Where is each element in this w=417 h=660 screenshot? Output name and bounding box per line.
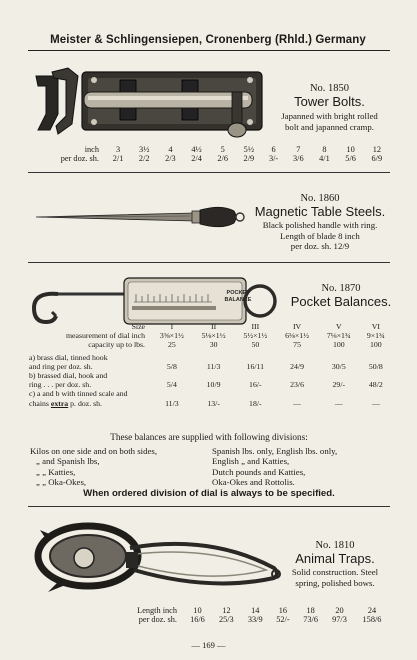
cell: — [371, 398, 380, 408]
cell: 13/- [207, 398, 220, 408]
cell: 30 [209, 340, 218, 350]
header-rule [28, 50, 390, 51]
cell: 11/3 [165, 398, 179, 408]
cell: V [335, 322, 342, 331]
cell: 25/3 [218, 615, 234, 624]
cell: 30/5 [331, 361, 346, 371]
cell: 20 [335, 606, 344, 615]
cell: 11/3 [206, 361, 221, 371]
product-1870-heading [282, 283, 400, 309]
division-line: Dutch pounds and Katties, [212, 466, 306, 477]
cell: 3/- [268, 154, 279, 163]
division-line: „ „ Oka-Okes, [36, 477, 87, 488]
cell: 2/1 [112, 154, 124, 163]
size-row [28, 322, 392, 331]
product-description-line: Solid construction. Steel [291, 567, 379, 577]
cell: 12 [222, 606, 231, 615]
cell: 16/- [249, 380, 262, 390]
product-description-line: per doz. sh. 12/9 [290, 241, 350, 251]
cell: 2/9 [243, 154, 255, 163]
page-number: — 169 — [191, 640, 226, 650]
row-label [28, 371, 151, 389]
division-line: Oka-Okes and Rottolis. [212, 477, 295, 488]
divisions-title: These balances are supplied with following divisions: [110, 432, 308, 442]
product-description-line: bolt and japanned cramp. [285, 121, 374, 132]
cell: — [293, 398, 301, 408]
cell: 97/3 [332, 615, 347, 624]
cell: 33/9 [247, 615, 263, 624]
cell: 25 [167, 340, 176, 350]
cell: 100 [332, 340, 345, 350]
division-line: English „ and Katties, [212, 456, 290, 467]
row-label-line [29, 399, 150, 408]
cell: 75 [293, 340, 301, 350]
dial-text-line: POCKET [226, 290, 250, 296]
cell: 2/3 [165, 154, 176, 163]
price-row-a [28, 353, 392, 371]
row-label-line: ring . . . per doz. sh. [29, 380, 92, 390]
cell: VI [371, 322, 380, 331]
cell: 100 [369, 340, 382, 350]
row-label: Length inch [137, 606, 177, 615]
cell: 5⅛×1½ [201, 331, 226, 341]
division-note: When ordered division of dial is always to be specified. [83, 488, 335, 499]
cell: 50/8 [368, 361, 383, 371]
cell: 24/9 [290, 361, 304, 371]
row-label [28, 353, 151, 371]
product-1860-heading [240, 193, 400, 252]
product-name: Tower Bolts. [294, 94, 365, 109]
division-line: „ „ Katties, [36, 466, 76, 477]
product-number: No. 1850 [309, 83, 350, 94]
cell: 5½×1½ [243, 331, 268, 341]
price-row-b [28, 371, 392, 389]
product-number: No. 1870 [321, 283, 361, 294]
animal-trap-illustration [30, 512, 290, 606]
product-name: Pocket Balances. [290, 294, 392, 309]
row-label: measurement of dial inch [65, 331, 145, 341]
cell: 16/6 [190, 615, 205, 624]
cell: 18/- [249, 398, 262, 408]
row-label-line: b) brassed dial, hook and [29, 371, 108, 381]
cell: 5/4 [166, 380, 177, 390]
row-label: inch [84, 145, 99, 154]
divisions-right-column [212, 446, 337, 488]
row-label-line: c) a and b with tinned scale and [29, 389, 128, 399]
cell: 10 [193, 606, 202, 615]
tower-bolt-illustration [32, 66, 267, 146]
cell: 52/- [276, 615, 290, 624]
row-label-line: a) brass dial, tinned hook [29, 352, 108, 362]
cell: 29/- [332, 380, 346, 390]
product-1810-heading [272, 540, 398, 588]
price-row [112, 615, 390, 624]
section-rule [28, 262, 390, 263]
division-line: Kilos on one side and on both sides, [30, 446, 158, 456]
product-name: Animal Traps. [295, 551, 375, 566]
cell: 5½ [243, 145, 255, 154]
cell: I [170, 322, 174, 331]
section-rule [28, 506, 390, 507]
cell: 5 [220, 145, 225, 154]
product-1850-heading [262, 83, 397, 132]
product-number: No. 1810 [315, 540, 355, 551]
cell: 6 [271, 145, 276, 154]
page-header: Meister & Schlingensiepen, Cronenberg (Rhld.) Germany [50, 34, 366, 46]
tower-bolts-price-table [28, 145, 390, 163]
cell: 4½ [191, 145, 202, 154]
cell: 2/2 [138, 154, 150, 163]
cell: 7 [296, 145, 301, 154]
cell: 24 [367, 606, 377, 615]
row-label: Size [131, 322, 145, 331]
animal-traps-price-table [112, 606, 390, 624]
product-number: No. 1860 [300, 193, 340, 204]
cell: 73/6 [303, 615, 318, 624]
cell: 4 [168, 145, 173, 154]
extra-emphasis: extra [50, 398, 69, 408]
section-rule [28, 172, 390, 173]
cell: 18 [306, 606, 315, 615]
row-label: capacity up to lbs. [88, 340, 145, 350]
cell: 16/11 [246, 361, 265, 371]
cell: 3½ [139, 145, 150, 154]
cell: 48/2 [368, 380, 383, 390]
product-description-line: Japanned with bright rolled [281, 111, 378, 121]
cell: 2/4 [191, 154, 202, 163]
division-line: Spanish lbs. only, English lbs. only, [212, 446, 338, 456]
row-label-part: chains [29, 398, 51, 408]
cell: 50 [251, 340, 260, 350]
capacity-row [28, 340, 392, 349]
cell: 4/1 [319, 154, 330, 163]
balance-dial-label [218, 290, 258, 303]
row-label-part: p. doz. sh. [68, 398, 102, 408]
cell: 10 [346, 145, 355, 154]
cell: III [251, 322, 260, 331]
cell: 9×1¾ [366, 331, 385, 341]
product-description-line: spring, polished bows. [295, 577, 375, 588]
cell: 158/6 [362, 615, 382, 624]
product-name: Magnetic Table Steels. [254, 204, 386, 219]
dial-text-line: BALANCE [224, 296, 252, 303]
divisions-left-column [30, 446, 157, 488]
cell: 5/8 [166, 361, 177, 371]
cell: — [334, 398, 343, 408]
size-row [28, 145, 390, 154]
cell: 7⅛×1¾ [326, 331, 351, 341]
cell: 8 [322, 145, 327, 154]
cell: 12 [372, 145, 381, 154]
table-steel-illustration [34, 200, 244, 230]
product-description-line: Length of blade 8 inch [280, 230, 360, 241]
cell: II [211, 322, 217, 331]
row-label: per doz. sh. [138, 615, 177, 624]
cell: 16 [278, 606, 288, 615]
row-label-line: and ring per doz. sh. [29, 361, 93, 371]
cell: 6/9 [371, 154, 383, 163]
cell: 2/6 [217, 154, 228, 163]
cell: 3⅝×1½ [159, 331, 184, 341]
pocket-balances-price-table [28, 322, 392, 408]
cell: 10/9 [206, 380, 221, 390]
product-description-line: Black polished handle with ring. [262, 220, 378, 230]
length-row [112, 606, 390, 615]
row-label: per doz. sh. [60, 154, 99, 163]
price-row-c [28, 389, 392, 407]
cell: 14 [251, 606, 260, 615]
cell: 3/6 [292, 154, 304, 163]
cell: IV [292, 322, 302, 331]
cell: 6⅛×1½ [285, 331, 310, 341]
measure-row [28, 331, 392, 340]
cell: 3 [116, 145, 121, 154]
cell: 5/6 [345, 154, 356, 163]
cell: 23/6 [290, 380, 304, 390]
price-row [28, 154, 390, 163]
row-label [28, 389, 151, 407]
division-line: „ and Spanish lbs, [36, 456, 100, 467]
